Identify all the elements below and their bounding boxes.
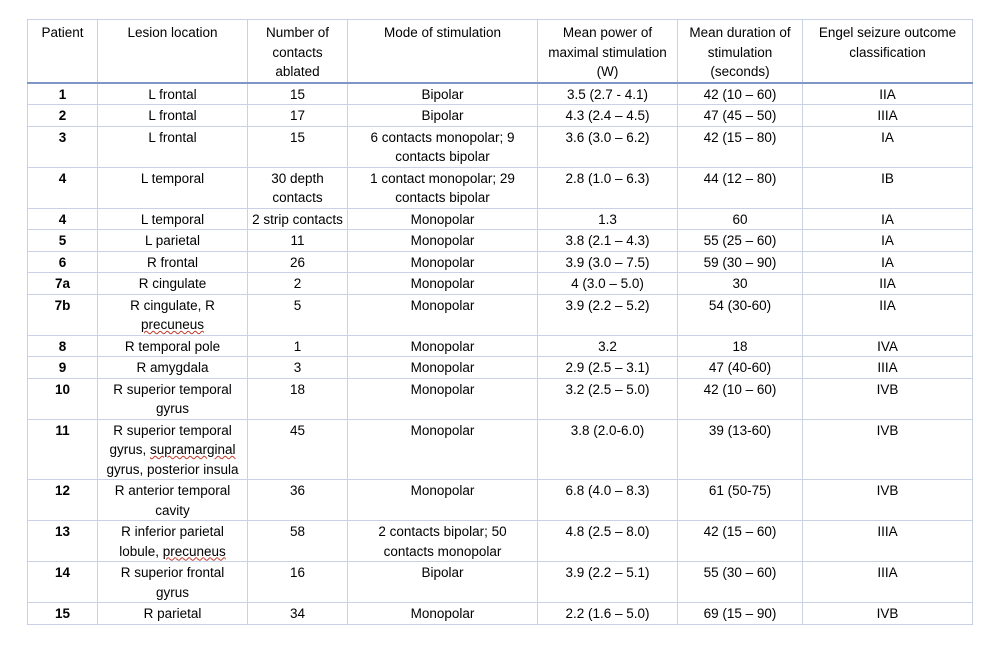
cell-power: 4.3 (2.4 – 4.5) [538,105,678,127]
cell-engel: IIIA [803,521,973,562]
cell-mode: Bipolar [348,562,538,603]
cell-engel: IVB [803,419,973,480]
cell-mode: Monopolar [348,357,538,379]
cell-mode: Monopolar [348,419,538,480]
cell-patient: 4 [28,208,98,230]
cell-engel: IVB [803,378,973,419]
table-row [28,419,973,480]
cell-contacts: 1 [248,335,348,357]
cell-mode: Bipolar [348,105,538,127]
table-row [28,230,973,252]
cell-contacts: 26 [248,251,348,273]
table-row [28,562,973,603]
cell-lesion: R inferior parietal lobule, precuneus [98,521,248,562]
cell-duration: 44 (12 – 80) [678,167,803,208]
cell-engel: IIA [803,294,973,335]
table-row [28,335,973,357]
document-page [27,19,972,625]
cell-duration: 30 [678,273,803,295]
cell-contacts: 36 [248,480,348,521]
cell-power: 3.2 [538,335,678,357]
cell-patient: 10 [28,378,98,419]
cell-engel: IVB [803,603,973,625]
cell-lesion: R superior temporal gyrus, supramarginal gyrus, posterior insula [98,419,248,480]
cell-mode: Bipolar [348,83,538,105]
cell-engel: IIIA [803,562,973,603]
table-row [28,105,973,127]
cell-power: 3.8 (2.0-6.0) [538,419,678,480]
cell-power: 3.2 (2.5 – 5.0) [538,378,678,419]
cell-engel: IIA [803,83,973,105]
cell-engel: IIIA [803,105,973,127]
table-row [28,378,973,419]
cell-duration: 60 [678,208,803,230]
cell-contacts: 5 [248,294,348,335]
cell-patient: 13 [28,521,98,562]
cell-power: 3.8 (2.1 – 4.3) [538,230,678,252]
cell-mode: Monopolar [348,273,538,295]
cell-contacts: 15 [248,83,348,105]
column-header-lesion: Lesion location [98,20,248,83]
cell-engel: IVA [803,335,973,357]
cell-contacts: 2 strip contacts [248,208,348,230]
cell-power: 2.8 (1.0 – 6.3) [538,167,678,208]
cell-lesion: R cingulate [98,273,248,295]
table-row [28,273,973,295]
cell-duration: 42 (10 – 60) [678,378,803,419]
cell-duration: 18 [678,335,803,357]
cell-mode: 1 contact monopolar; 29 contacts bipolar [348,167,538,208]
cell-lesion: R frontal [98,251,248,273]
cell-mode: Monopolar [348,335,538,357]
cell-power: 1.3 [538,208,678,230]
cell-mode: Monopolar [348,480,538,521]
table-row [28,126,973,167]
cell-engel: IA [803,208,973,230]
cell-contacts: 16 [248,562,348,603]
table-row [28,521,973,562]
cell-duration: 61 (50-75) [678,480,803,521]
cell-patient: 12 [28,480,98,521]
cell-contacts: 58 [248,521,348,562]
cell-lesion: R cingulate, R precuneus [98,294,248,335]
cell-duration: 69 (15 – 90) [678,603,803,625]
cell-duration: 54 (30-60) [678,294,803,335]
cell-patient: 4 [28,167,98,208]
table-body [28,83,973,625]
cell-engel: IA [803,251,973,273]
cell-power: 3.6 (3.0 – 6.2) [538,126,678,167]
cell-lesion: L frontal [98,105,248,127]
table-row [28,167,973,208]
cell-mode: Monopolar [348,251,538,273]
column-header-duration: Mean duration of stimulation (seconds) [678,20,803,83]
cell-patient: 1 [28,83,98,105]
cell-lesion: L temporal [98,167,248,208]
table-header [28,20,973,83]
cell-patient: 11 [28,419,98,480]
cell-contacts: 45 [248,419,348,480]
cell-patient: 2 [28,105,98,127]
cell-power: 2.2 (1.6 – 5.0) [538,603,678,625]
cell-duration: 47 (45 – 50) [678,105,803,127]
cell-duration: 59 (30 – 90) [678,251,803,273]
results-table [27,19,973,625]
cell-lesion: L frontal [98,126,248,167]
table-row [28,294,973,335]
cell-mode: Monopolar [348,230,538,252]
cell-power: 4 (3.0 – 5.0) [538,273,678,295]
cell-power: 4.8 (2.5 – 8.0) [538,521,678,562]
cell-mode: 6 contacts monopolar; 9 contacts bipolar [348,126,538,167]
cell-power: 6.8 (4.0 – 8.3) [538,480,678,521]
cell-mode: Monopolar [348,603,538,625]
cell-engel: IVB [803,480,973,521]
cell-engel: IIA [803,273,973,295]
table-row [28,251,973,273]
cell-contacts: 15 [248,126,348,167]
cell-lesion: R anterior temporal cavity [98,480,248,521]
cell-power: 3.9 (3.0 – 7.5) [538,251,678,273]
cell-mode: Monopolar [348,378,538,419]
cell-lesion: R parietal [98,603,248,625]
cell-patient: 7a [28,273,98,295]
header-row [28,20,973,83]
table-row [28,208,973,230]
table-row [28,603,973,625]
cell-power: 2.9 (2.5 – 3.1) [538,357,678,379]
cell-duration: 42 (15 – 60) [678,521,803,562]
cell-power: 3.9 (2.2 – 5.1) [538,562,678,603]
cell-engel: IIIA [803,357,973,379]
cell-power: 3.9 (2.2 – 5.2) [538,294,678,335]
cell-mode: Monopolar [348,208,538,230]
cell-patient: 5 [28,230,98,252]
cell-engel: IB [803,167,973,208]
column-header-contacts: Number of contacts ablated [248,20,348,83]
column-header-engel: Engel seizure outcome classification [803,20,973,83]
cell-patient: 8 [28,335,98,357]
cell-engel: IA [803,230,973,252]
cell-contacts: 30 depth contacts [248,167,348,208]
cell-lesion: R superior temporal gyrus [98,378,248,419]
cell-patient: 14 [28,562,98,603]
column-header-mode: Mode of stimulation [348,20,538,83]
cell-patient: 7b [28,294,98,335]
table-row [28,357,973,379]
cell-patient: 15 [28,603,98,625]
cell-patient: 9 [28,357,98,379]
cell-duration: 39 (13-60) [678,419,803,480]
cell-engel: IA [803,126,973,167]
cell-lesion: R superior frontal gyrus [98,562,248,603]
cell-duration: 55 (25 – 60) [678,230,803,252]
cell-lesion: L parietal [98,230,248,252]
cell-mode: Monopolar [348,294,538,335]
cell-contacts: 18 [248,378,348,419]
cell-duration: 42 (10 – 60) [678,83,803,105]
table-row [28,83,973,105]
cell-duration: 42 (15 – 80) [678,126,803,167]
cell-patient: 3 [28,126,98,167]
cell-contacts: 17 [248,105,348,127]
table-row [28,480,973,521]
cell-duration: 47 (40-60) [678,357,803,379]
cell-lesion: R temporal pole [98,335,248,357]
cell-lesion: R amygdala [98,357,248,379]
cell-contacts: 3 [248,357,348,379]
cell-lesion: L temporal [98,208,248,230]
cell-mode: 2 contacts bipolar; 50 contacts monopolar [348,521,538,562]
cell-contacts: 11 [248,230,348,252]
column-header-power: Mean power of maximal stimulation (W) [538,20,678,83]
column-header-patient: Patient [28,20,98,83]
cell-power: 3.5 (2.7 - 4.1) [538,83,678,105]
cell-contacts: 34 [248,603,348,625]
cell-duration: 55 (30 – 60) [678,562,803,603]
cell-lesion: L frontal [98,83,248,105]
cell-patient: 6 [28,251,98,273]
cell-contacts: 2 [248,273,348,295]
